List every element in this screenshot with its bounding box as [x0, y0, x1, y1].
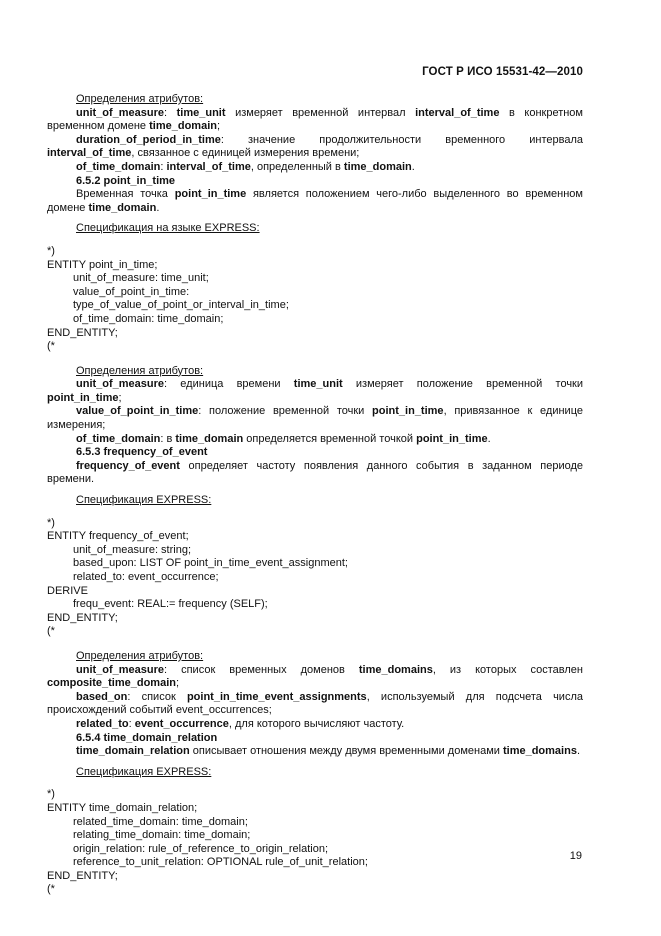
- code-entity-line: ENTITY point_in_time;: [47, 258, 158, 271]
- definition-based-on: based_on: список point_in_time_event_assignments, используемый для подсчета числа происхождений событий event_occurrences;: [47, 690, 583, 717]
- express-spec-label-6-5-3: Спецификация EXPRESS:: [76, 494, 212, 507]
- attribute-definitions-label: Определения атрибутов:: [76, 649, 204, 662]
- code-open-marker: *): [47, 788, 55, 801]
- code-attribute-line: related_to: event_occurrence;: [73, 571, 219, 583]
- attribute-definitions-label: Определения атрибутов:: [76, 93, 204, 105]
- definition-unit-of-measure: unit_of_measure: список временных доменов time_domains, из которых составлен composite_time_domain;: [47, 663, 583, 690]
- code-attribute-line: relating_time_domain: time_domain;: [73, 829, 251, 842]
- code-close-marker: (*: [47, 340, 55, 353]
- code-end-entity-line: END_ENTITY;: [47, 611, 118, 624]
- express-spec-label-6-5-4: Спецификация EXPRESS:: [76, 765, 212, 778]
- code-attribute-line: of_time_domain: time_domain;: [73, 312, 224, 325]
- attribute-definitions-label: Определения атрибутов:: [76, 364, 204, 377]
- section-text-6-5-3: frequency_of_event определяет частоту появления данного события в заданном периоде времени.: [47, 459, 583, 486]
- code-derive-attribute-line: frequ_event: REAL:= frequency (SELF);: [73, 598, 268, 611]
- code-entity-line: ENTITY time_domain_relation;: [47, 801, 198, 814]
- code-attribute-line: based_upon: LIST OF point_in_time_event_assignment;: [73, 557, 348, 570]
- section-text-6-5-4: time_domain_relation описывает отношения между двумя временными доменами time_domains.: [76, 745, 580, 758]
- section-heading-6-5-2: 6.5.2 point_in_time: [76, 174, 176, 187]
- section-heading-6-5-4: 6.5.4 time_domain_relation: [76, 731, 218, 744]
- code-attribute-line: unit_of_measure: time_unit;: [73, 272, 209, 285]
- code-attribute-line: reference_to_unit_relation: OPTIONAL rule_of_unit_relation;: [73, 856, 368, 869]
- definition-duration-of-period-cont: interval_of_time, связанное с единицей измерения времени;: [47, 147, 360, 160]
- definition-unit-of-measure: unit_of_measure: time_unit измеряет временной интервал interval_of_time в конкретном временном домене time_domain;: [47, 106, 583, 133]
- definition-of-time-domain: of_time_domain: в time_domain определяется временной точкой point_in_time.: [76, 432, 491, 445]
- section-text-6-5-2: Временная точка point_in_time является положением чего-либо выделенного во временном домене time_domain.: [47, 188, 583, 214]
- code-attribute-line: unit_of_measure: string;: [73, 543, 192, 556]
- definition-value-of-point: value_of_point_in_time: положение временной точки point_in_time, привязанное к единице измерения;: [47, 405, 583, 432]
- code-close-marker: (*: [47, 883, 55, 896]
- page-number: 19: [569, 850, 582, 862]
- definition-unit-of-measure: unit_of_measure: единица времени time_unit измеряет положение временной точки point_in_time;: [47, 378, 584, 404]
- code-attribute-line: type_of_value_of_point_or_interval_in_time;: [73, 299, 289, 312]
- code-attribute-line: value_of_point_in_time:: [73, 285, 190, 298]
- code-close-marker: (*: [47, 625, 55, 638]
- code-attribute-line: origin_relation: rule_of_reference_to_origin_relation;: [73, 842, 328, 855]
- code-derive-line: DERIVE: [47, 584, 88, 597]
- definition-duration-of-period: duration_of_period_in_time: значение продолжительности временного интервала: [76, 133, 583, 146]
- document-body: [47, 93, 583, 897]
- section-heading-6-5-3: 6.5.3 frequency_of_event: [76, 446, 208, 459]
- express-spec-label-6-5-2: Спецификация на языке EXPRESS:: [76, 222, 260, 235]
- code-open-marker: *): [47, 244, 55, 257]
- code-open-marker: *): [47, 516, 55, 529]
- code-end-entity-line: END_ENTITY;: [47, 326, 118, 339]
- code-attribute-line: related_time_domain: time_domain;: [73, 815, 248, 828]
- definition-related-to: related_to: event_occurrence, для которого вычисляют частоту.: [76, 717, 405, 730]
- code-end-entity-line: END_ENTITY;: [47, 869, 118, 882]
- definition-of-time-domain: of_time_domain: interval_of_time, определенный в time_domain.: [76, 160, 415, 173]
- code-entity-line: ENTITY frequency_of_event;: [47, 530, 189, 543]
- document-header-id: ГОСТ Р ИСО 15531-42—2010: [422, 66, 583, 78]
